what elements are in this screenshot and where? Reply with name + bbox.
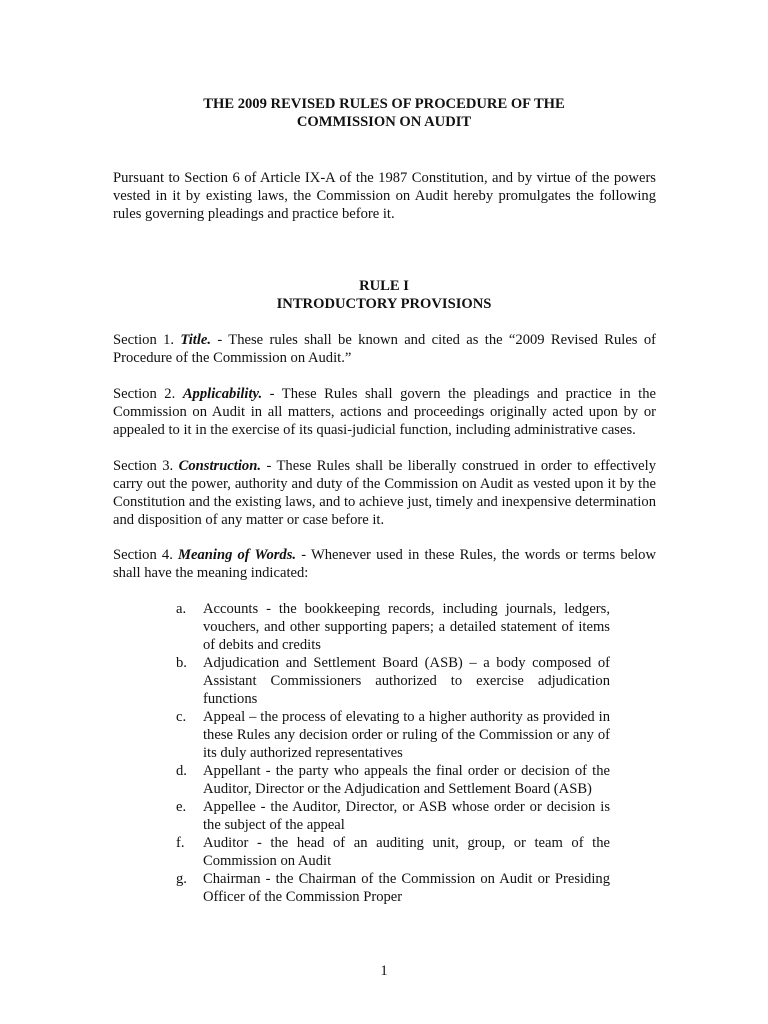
section-3-paragraph xyxy=(113,457,656,529)
section-prefix: Section 3. xyxy=(113,458,174,474)
section-title: Title. xyxy=(180,332,212,348)
definition-text: Appeal – the process of elevating to a higher authority as provided in these Rules any decision order or ruling of the Commission or any of its duly authorized representatives xyxy=(203,709,610,761)
definition-text: Chairman - the Chairman of the Commission on Audit or Presiding Officer of the Commission Proper xyxy=(203,871,610,905)
rule-number: RULE I xyxy=(359,278,409,294)
section-title: Construction. xyxy=(178,458,261,474)
section-prefix: Section 1. xyxy=(113,332,175,348)
rule-heading xyxy=(0,277,768,313)
list-marker: c. xyxy=(176,709,187,725)
intro-paragraph: Pursuant to Section 6 of Article IX-A of the 1987 Constitution, and by virtue of the powers vested in it by existing laws, the Commission on Audit hereby promulgates the following rules governing pleadings and practice before it. xyxy=(113,170,656,222)
list-item xyxy=(176,708,610,762)
definition-text: Auditor - the head of an auditing unit, group, or team of the Commission on Audit xyxy=(203,835,610,869)
section-prefix: Section 4. xyxy=(113,547,173,563)
list-item xyxy=(176,654,610,708)
rule-title: INTRODUCTORY PROVISIONS xyxy=(276,296,492,312)
list-marker: d. xyxy=(176,763,187,779)
list-item xyxy=(176,870,610,906)
list-marker: g. xyxy=(176,871,187,887)
document-title xyxy=(0,95,768,131)
definitions-list xyxy=(176,600,610,906)
definition-text: Appellee - the Auditor, Director, or ASB whose order or decision is the subject of the appeal xyxy=(203,799,610,833)
list-item xyxy=(176,600,610,654)
list-marker: b. xyxy=(176,655,187,671)
title-line-1: THE 2009 REVISED RULES OF PROCEDURE OF THE xyxy=(203,96,565,112)
definition-text: Adjudication and Settlement Board (ASB) – a body composed of Assistant Commissioners authorized to exercise adjudication functions xyxy=(203,655,610,707)
definition-text: Accounts - the bookkeeping records, including journals, ledgers, vouchers, and other supporting papers; a detailed statement of items of debits and credits xyxy=(203,601,610,653)
list-marker: f. xyxy=(176,835,185,851)
section-text: - These Rules shall be liberally construed in order to effectively carry out the power, authority and duty of the Commission on Audit as vested upon it by the Constitution and the existing laws, and to achieve just, timely and inexpensive determination and disposition of any matter or case before it. xyxy=(113,458,657,528)
section-title: Meaning of Words. xyxy=(178,547,297,563)
section-title: Applicability. xyxy=(182,386,263,402)
title-line-2: COMMISSION ON AUDIT xyxy=(296,114,472,130)
section-4-paragraph xyxy=(113,546,656,582)
section-prefix: Section 2. xyxy=(113,386,176,402)
list-marker: a. xyxy=(176,601,187,617)
section-text: - These rules shall be known and cited as the “2009 Revised Rules of Procedure of the Commission on Audit.” xyxy=(113,332,656,366)
section-1-paragraph xyxy=(113,331,656,367)
definition-text: Appellant - the party who appeals the final order or decision of the Auditor, Director or the Adjudication and Settlement Board (ASB) xyxy=(203,763,610,797)
list-item xyxy=(176,834,610,870)
list-item xyxy=(176,762,610,798)
section-2-paragraph xyxy=(113,385,656,439)
section-text: - These Rules shall govern the pleadings and practice in the Commission on Audit in all matters, actions and proceedings originally acted upon by or appealed to it in the exercise of its quasi-judicial function, including administrative cases. xyxy=(113,386,656,438)
list-marker: e. xyxy=(176,799,187,815)
section-text: - Whenever used in these Rules, the words or terms below shall have the meaning indicated: xyxy=(113,547,656,581)
list-item xyxy=(176,798,610,834)
page-number: 1 xyxy=(380,963,388,979)
